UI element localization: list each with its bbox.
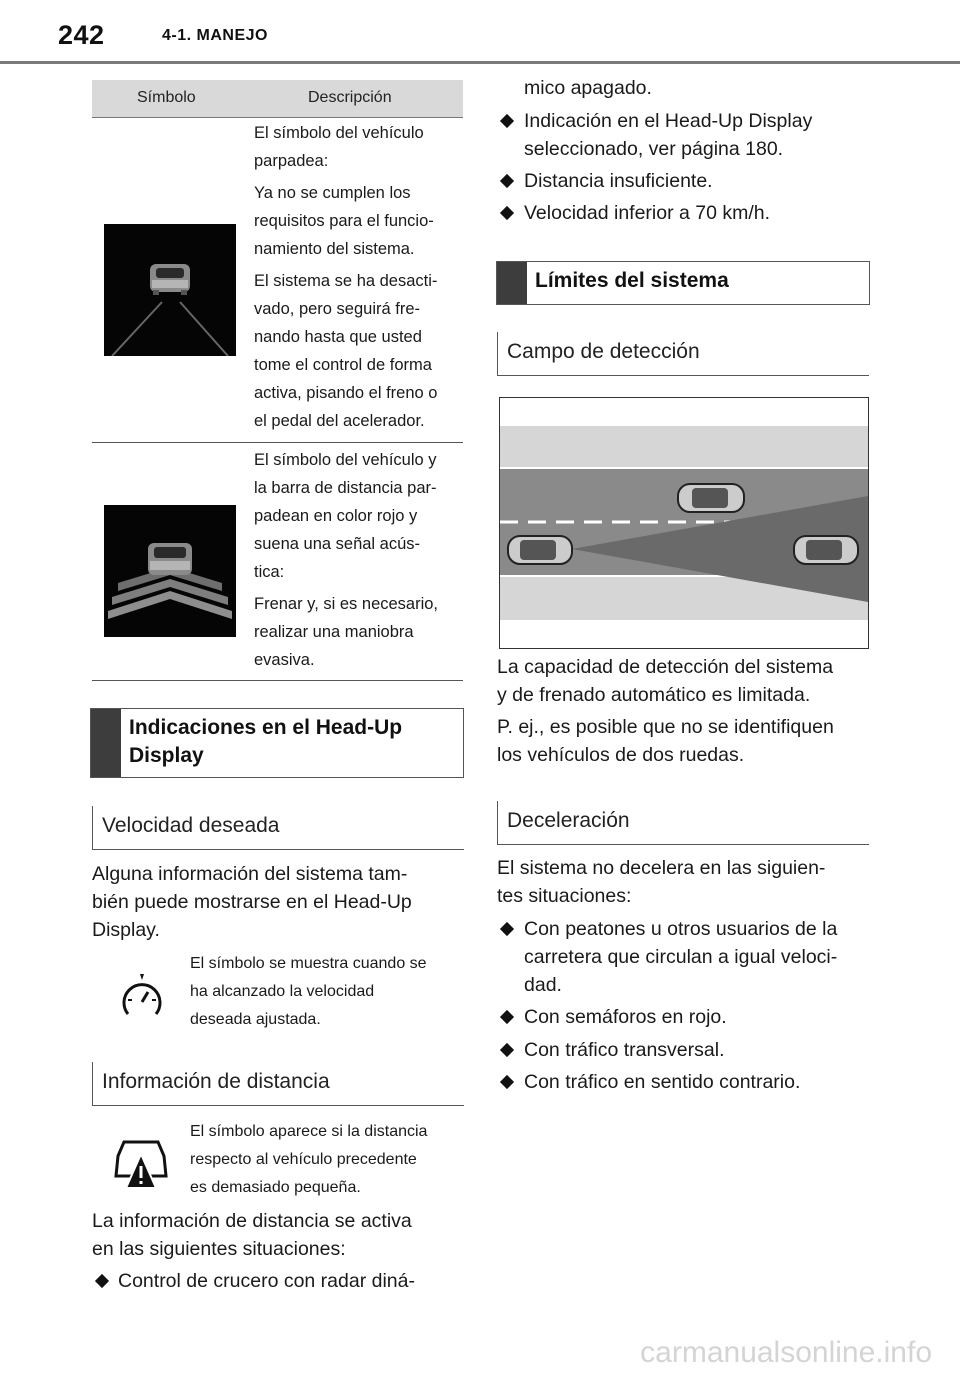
car-rear-warning-icon (104, 224, 236, 356)
bullet-icon (500, 1043, 514, 1057)
car-icon (678, 484, 744, 512)
subheading-text: Velocidad deseada (102, 814, 280, 837)
car-icon (508, 536, 572, 564)
paragraph-distance-activation: La información de distancia se activa en las siguientes situaciones: (92, 1210, 412, 1260)
subheading-campo (497, 332, 869, 376)
bullet-item: Indicación en el Head-Up Display seleccionado, ver página 180. (524, 110, 813, 160)
bullet-icon (500, 922, 514, 936)
bullet-icon (500, 1010, 514, 1024)
subheading-deceleracion (497, 801, 869, 845)
bullet-item: Control de crucero con radar diná- (118, 1270, 415, 1292)
paragraph-example: P. ej., es posible que no se identifiquen los vehículos de dos ruedas. (497, 716, 834, 766)
bullet-icon (500, 1075, 514, 1089)
table-row-divider (92, 442, 463, 443)
section-limites (496, 261, 870, 305)
section-head-up-display (90, 708, 464, 778)
bullet-item: Con peatones u otros usuarios de la carretera que circulan a igual veloci- dad. (524, 918, 838, 996)
section-title: Límites del sistema (535, 269, 729, 292)
bullet-item: Con tráfico en sentido contrario. (524, 1071, 801, 1093)
page-number: 242 (58, 20, 105, 50)
header-rule (0, 61, 960, 64)
subheading-text: Deceleración (507, 809, 630, 832)
subheading-velocidad (92, 806, 464, 850)
bullet-item: Velocidad inferior a 70 km/h. (524, 202, 771, 224)
speedometer-icon (120, 970, 164, 1020)
subheading-text: Campo de detección (507, 340, 700, 363)
table-bottom-rule (92, 680, 463, 681)
speed-symbol-description: El símbolo se muestra cuando se ha alcanzado la velocidad deseada ajustada. (190, 955, 427, 1028)
table-header (92, 80, 463, 118)
paragraph-info: Alguna información del sistema tam- bién puede mostrarse en el Head-Up Display. (92, 863, 412, 941)
bullet-continuation: mico apagado. (524, 77, 652, 99)
bullet-icon (500, 206, 514, 220)
watermark: carmanualsonline.info (640, 1336, 932, 1369)
distance-symbol-description: El símbolo aparece si la distancia respecto al vehículo precedente es demasiado pequeña. (190, 1123, 428, 1196)
car-distance-bars-icon (104, 505, 236, 637)
bullet-item: Distancia insuficiente. (524, 170, 713, 192)
col-description: Descripción (308, 89, 392, 106)
row1-description: El símbolo del vehículo parpadea: Ya no se cumplen los requisitos para el funcio- namiento del sistema. El sistema se ha desacti- vado, pero seguirá fre- nando hasta que usted tome el control de forma activa, pisando el freno o el pedal del acelerador. (254, 124, 438, 430)
section-bar (497, 262, 527, 304)
subheading-text: Información de distancia (102, 1070, 330, 1093)
detection-diagram (499, 397, 869, 649)
car-icon (794, 536, 858, 564)
car-warning-triangle-icon (112, 1136, 170, 1192)
bullet-item: Con semáforos en rojo. (524, 1006, 727, 1028)
row2-description: El símbolo del vehículo y la barra de distancia par- padean en color rojo y suena una señal acús- tica: Frenar y, si es necesario, realizar una maniobra evasiva. (254, 451, 439, 669)
paragraph-deceleration: El sistema no decelera en las siguien- tes situaciones: (497, 857, 826, 907)
bullet-icon (500, 174, 514, 188)
bullet-icon (500, 114, 514, 128)
chapter-title: 4-1. MANEJO (162, 27, 268, 44)
bullet-icon (95, 1274, 109, 1288)
section-title: Indicaciones en el Head-Up Display (129, 716, 403, 767)
bullet-item: Con tráfico transversal. (524, 1039, 725, 1061)
subheading-distancia (92, 1062, 464, 1106)
section-bar (91, 709, 121, 777)
paragraph-capacity: La capacidad de detección del sistema y de frenado automático es limitada. (497, 656, 834, 706)
col-symbol: Símbolo (137, 89, 196, 106)
